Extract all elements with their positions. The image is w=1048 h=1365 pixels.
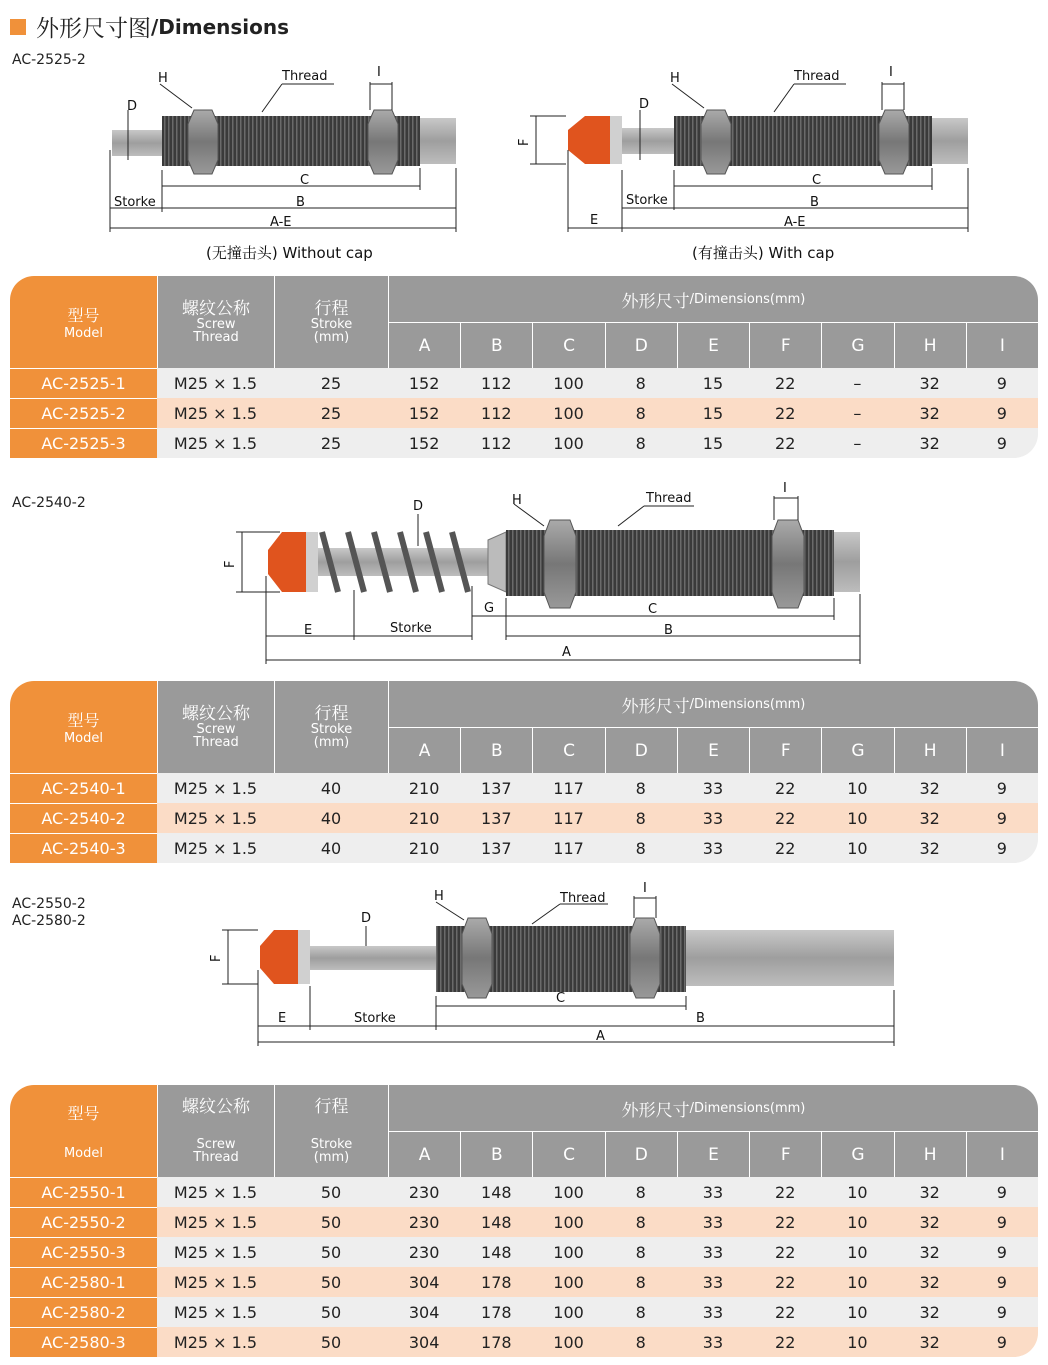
cell-dim: 137 [481,838,512,858]
label-storke-4: Storke [354,1011,396,1026]
label-c-3: C [648,602,658,617]
cell-dim: 32 [919,808,940,828]
cell-dim: 148 [481,1242,512,1262]
label-h-3: H [512,493,522,508]
cell-dim: 178 [481,1332,512,1352]
cell-dim: 8 [635,1302,646,1322]
cell-thread: M25 × 1.5 [173,808,258,828]
cell-dim: 152 [408,433,440,453]
header-screw: 螺纹公称 Screw Thread [157,681,274,773]
cell-dim: 304 [408,1272,440,1292]
cell-dim: 112 [481,403,512,423]
cell-dim: 9 [996,1272,1007,1292]
cell-model: AC-2580-2 [10,1297,157,1327]
cell-dim: 100 [553,1272,584,1292]
table-row [10,803,1038,833]
cell-model: AC-2525-2 [10,398,157,428]
table-row [10,1177,1038,1207]
cell-dim: 9 [996,778,1007,798]
label-ae: A-E [270,215,292,230]
cell-dim: 9 [996,1182,1007,1202]
cell-dim: 8 [635,403,646,423]
col-header-h: H [894,323,966,368]
label-a-4: A [596,1029,605,1044]
cell-dim: 32 [919,433,940,453]
table-row [10,1207,1038,1237]
cell-dim: 33 [702,1332,724,1352]
cell-dim: 137 [481,778,512,798]
label-b: B [296,195,305,210]
cell-dim: 148 [481,1212,512,1232]
cell-stroke: 40 [320,838,342,858]
cell-stroke: 50 [320,1212,342,1232]
col-header-b: B [460,323,532,368]
cell-thread: M25 × 1.5 [173,1212,258,1232]
cell-stroke: 25 [320,373,342,393]
cell-dim: 230 [408,1182,440,1202]
cell-dim: 9 [996,373,1007,393]
cell-thread: M25 × 1.5 [173,838,258,858]
col-header-f: F [749,323,821,368]
label-a-3: A [562,645,571,660]
col-header-c: C [532,323,604,368]
cell-dim: 33 [702,1302,724,1322]
drawing-with-cap [517,65,968,232]
cell-dim: 210 [408,778,440,798]
cell-dim: 33 [702,1272,724,1292]
section3-label1: AC-2550-2 [12,896,86,912]
cell-stroke: 50 [320,1332,342,1352]
label-storke-3: Storke [390,621,432,636]
cell-dim: 9 [996,433,1007,453]
cell-dim: 22 [775,1242,796,1262]
cell-dim: 10 [847,1212,868,1232]
cell-dim: 230 [408,1212,440,1232]
cell-dim: 8 [635,433,646,453]
label-e-3: E [304,623,313,638]
section1-label: AC-2525-2 [12,52,86,68]
label-thread-3: Thread [646,491,692,506]
cell-dim: 22 [775,778,796,798]
col-header-b: B [460,1132,532,1177]
col-header-a: A [418,740,431,761]
label-thread-2: Thread [794,69,840,84]
label-d-4: D [361,911,372,926]
table-row [10,428,1038,458]
cell-dim: 112 [481,433,512,453]
cell-dim: 32 [919,1302,940,1322]
cell-dim: 100 [553,1302,584,1322]
cell-dim: 22 [775,403,796,423]
cell-model: AC-2540-1 [10,773,157,803]
cell-dim: 22 [775,1272,796,1292]
label-h-2: H [670,71,680,86]
table-body [10,773,1038,863]
cell-dim: 22 [775,1182,796,1202]
cell-stroke: 50 [320,1182,342,1202]
cell-dim: 32 [919,778,940,798]
table-body [10,1177,1038,1357]
cell-dim: 15 [702,373,724,393]
col-header-i: I [966,323,1038,368]
cell-dim: 100 [553,373,584,393]
cell-dim: 33 [702,778,724,798]
header-dims: 外形尺寸 /Dimensions(mm) A B C D E F G H I [388,1085,1038,1177]
section2-label: AC-2540-2 [12,495,86,511]
drawing-without-cap [110,65,456,232]
cell-dim: 33 [702,1242,724,1262]
col-header-i: I [966,1132,1038,1177]
col-header-f: F [749,1132,821,1177]
label-c-2: C [812,173,822,188]
cell-model: AC-2580-3 [10,1327,157,1357]
cell-dim: 8 [635,1212,646,1232]
col-header-h: H [894,1132,966,1177]
cell-dim: 10 [847,1242,868,1262]
table-row [10,1267,1038,1297]
label-i-3: I [783,481,787,496]
table-body [10,368,1038,458]
cell-dim: 33 [702,1182,724,1202]
cell-stroke: 40 [320,808,342,828]
cell-thread: M25 × 1.5 [173,403,258,423]
table-row [10,1237,1038,1267]
header-stroke: 行程 Stroke (mm) [274,1085,388,1177]
col-header-a: A [418,335,431,356]
cell-dim: 152 [408,373,440,393]
cell-dim: 10 [847,838,868,858]
cell-dim: 22 [775,373,796,393]
cell-dim: 32 [919,1212,940,1232]
cell-dim: 100 [553,1332,584,1352]
cell-dim: 32 [919,838,940,858]
label-h: H [158,71,168,86]
label-f-4: F [209,954,224,962]
col-header-f: F [749,728,821,773]
col-header-c: C [532,728,604,773]
table-row [10,368,1038,398]
label-i: I [377,65,381,80]
caption-with-cap: (有撞击头) With cap [692,244,835,262]
caption-without-cap: (无撞击头) Without cap [206,244,373,262]
cell-dim: 148 [481,1182,512,1202]
cell-dim: 230 [408,1242,440,1262]
cell-dim: 9 [996,808,1007,828]
cell-thread: M25 × 1.5 [173,1302,258,1322]
cell-dim: 100 [553,1212,584,1232]
dims-columns [389,727,1038,773]
cell-stroke: 50 [320,1302,342,1322]
cell-dim: 304 [408,1332,440,1352]
spec-table-2550 [10,1085,1038,1357]
label-i-2: I [889,65,893,80]
cell-stroke: 40 [320,778,342,798]
cell-dim: – [853,373,862,393]
col-header-d: D [605,323,677,368]
cell-dim: 32 [919,1182,940,1202]
cell-thread: M25 × 1.5 [173,1182,258,1202]
cell-model: AC-2540-3 [10,833,157,863]
label-e-2: E [590,213,599,228]
cell-dim: 22 [775,808,796,828]
cell-dim: 22 [775,838,796,858]
cell-dim: 117 [553,838,584,858]
header-stroke: 行程 Stroke (mm) [274,681,388,773]
drawing-ac2540 [223,481,860,664]
cell-stroke: 25 [320,403,342,423]
cell-dim: 32 [919,1272,940,1292]
cell-dim: 22 [775,1302,796,1322]
cell-dim: 210 [408,808,440,828]
table-row [10,833,1038,863]
cell-dim: 9 [996,1302,1007,1322]
label-c: C [300,173,310,188]
cell-dim: 32 [919,1332,940,1352]
col-header-c: C [532,1132,604,1177]
cell-dim: 210 [408,838,440,858]
label-b-3: B [664,623,673,638]
cell-dim: 117 [553,778,584,798]
table-header [10,276,1038,368]
cell-dim: 8 [635,778,646,798]
cell-dim: 33 [702,838,724,858]
cell-dim: 8 [635,838,646,858]
cell-dim: 32 [919,403,940,423]
cell-thread: M25 × 1.5 [173,1272,258,1292]
cell-dim: 8 [635,808,646,828]
header-dims: 外形尺寸 /Dimensions(mm) A B C D E F G H I [388,681,1038,773]
cell-dim: 22 [775,1212,796,1232]
col-header-e: E [677,323,749,368]
label-b-4: B [696,1011,705,1026]
header-model: 型号 Model [10,681,157,773]
label-f-2: F [517,138,532,146]
cell-dim: 10 [847,1272,868,1292]
cell-dim: 22 [775,1332,796,1352]
cell-thread: M25 × 1.5 [173,433,258,453]
cell-model: AC-2550-1 [10,1177,157,1207]
cell-dim: 100 [553,433,584,453]
cell-dim: 9 [996,403,1007,423]
header-stroke: 行程 Stroke (mm) [274,276,388,368]
cell-dim: 100 [553,1182,584,1202]
cell-dim: 8 [635,1182,646,1202]
label-d-3: D [413,499,424,514]
cell-dim: – [853,403,862,423]
cell-dim: 8 [635,373,646,393]
label-h-4: H [434,889,444,904]
cell-model: AC-2580-1 [10,1267,157,1297]
cell-dim: 10 [847,778,868,798]
col-header-a: A [418,1144,431,1165]
header-model: 型号 Model [10,1085,157,1177]
cell-dim: – [853,433,862,453]
cell-dim: 9 [996,1332,1007,1352]
label-storke-2: Storke [626,193,668,208]
cell-dim: 9 [996,1212,1007,1232]
col-header-h: H [894,728,966,773]
label-d: D [127,99,138,114]
cell-dim: 10 [847,1302,868,1322]
col-header-e: E [677,1132,749,1177]
cell-stroke: 25 [320,433,342,453]
drawing-ac2550 [209,881,894,1046]
cell-model: AC-2550-2 [10,1207,157,1237]
title-cn: 外形尺寸图 [36,16,151,42]
cell-dim: 117 [553,808,584,828]
col-header-b: B [460,728,532,773]
cell-thread: M25 × 1.5 [173,1332,258,1352]
cell-thread: M25 × 1.5 [173,778,258,798]
cell-dim: 137 [481,808,512,828]
cell-stroke: 50 [320,1242,342,1262]
cell-dim: 10 [847,1182,868,1202]
cell-dim: 9 [996,1242,1007,1262]
cell-dim: 100 [553,403,584,423]
dims-columns [389,1131,1038,1177]
table-row [10,1297,1038,1327]
dims-columns [389,322,1038,368]
title-en: /Dimensions [151,14,290,39]
cell-dim: 8 [635,1242,646,1262]
cell-dim: 15 [702,403,724,423]
table-row [10,398,1038,428]
label-thread: Thread [282,69,328,84]
cell-dim: 22 [775,433,796,453]
header-screw: 螺纹公称 Screw Thread [157,276,274,368]
cell-dim: 8 [635,1332,646,1352]
col-header-g: G [821,1132,893,1177]
label-i-4: I [643,881,647,896]
table-header [10,681,1038,773]
cell-model: AC-2525-1 [10,368,157,398]
col-header-g: G [821,323,893,368]
cell-dim: 32 [919,373,940,393]
cell-dim: 152 [408,403,440,423]
header-dims: 外形尺寸 /Dimensions(mm) A B C D E F G H I [388,276,1038,368]
spec-table-2525 [10,276,1038,458]
cell-dim: 10 [847,808,868,828]
col-header-g: G [821,728,893,773]
label-c-4: C [556,991,566,1006]
label-d-2: D [639,97,650,112]
cell-dim: 10 [847,1332,868,1352]
cell-model: AC-2540-2 [10,803,157,833]
section3-label2: AC-2580-2 [12,913,86,929]
label-ae-2: A-E [784,215,806,230]
cell-dim: 32 [919,1242,940,1262]
label-storke: Storke [114,195,156,210]
header-model: 型号 Model [10,276,157,368]
cell-dim: 15 [702,433,724,453]
cell-dim: 8 [635,1272,646,1292]
cell-dim: 100 [553,1242,584,1262]
table-row [10,1327,1038,1357]
cell-dim: 9 [996,838,1007,858]
label-e-4: E [278,1011,287,1026]
label-g-3: G [484,601,495,616]
cell-dim: 112 [481,373,512,393]
spec-table-2540 [10,681,1038,863]
cell-stroke: 50 [320,1272,342,1292]
cell-thread: M25 × 1.5 [173,1242,258,1262]
cell-dim: 178 [481,1272,512,1292]
table-row [10,773,1038,803]
label-f-3: F [223,560,238,568]
table-header [10,1085,1038,1177]
cell-model: AC-2525-3 [10,428,157,458]
cell-dim: 304 [408,1302,440,1322]
label-thread-4: Thread [560,891,606,906]
col-header-d: D [605,728,677,773]
cell-model: AC-2550-3 [10,1237,157,1267]
label-b-2: B [810,195,819,210]
cell-dim: 33 [702,1212,724,1232]
col-header-d: D [605,1132,677,1177]
col-header-e: E [677,728,749,773]
col-header-i: I [966,728,1038,773]
header-screw: 螺纹公称 Screw Thread [157,1085,274,1177]
cell-thread: M25 × 1.5 [173,373,258,393]
cell-dim: 33 [702,808,724,828]
cell-dim: 178 [481,1302,512,1322]
